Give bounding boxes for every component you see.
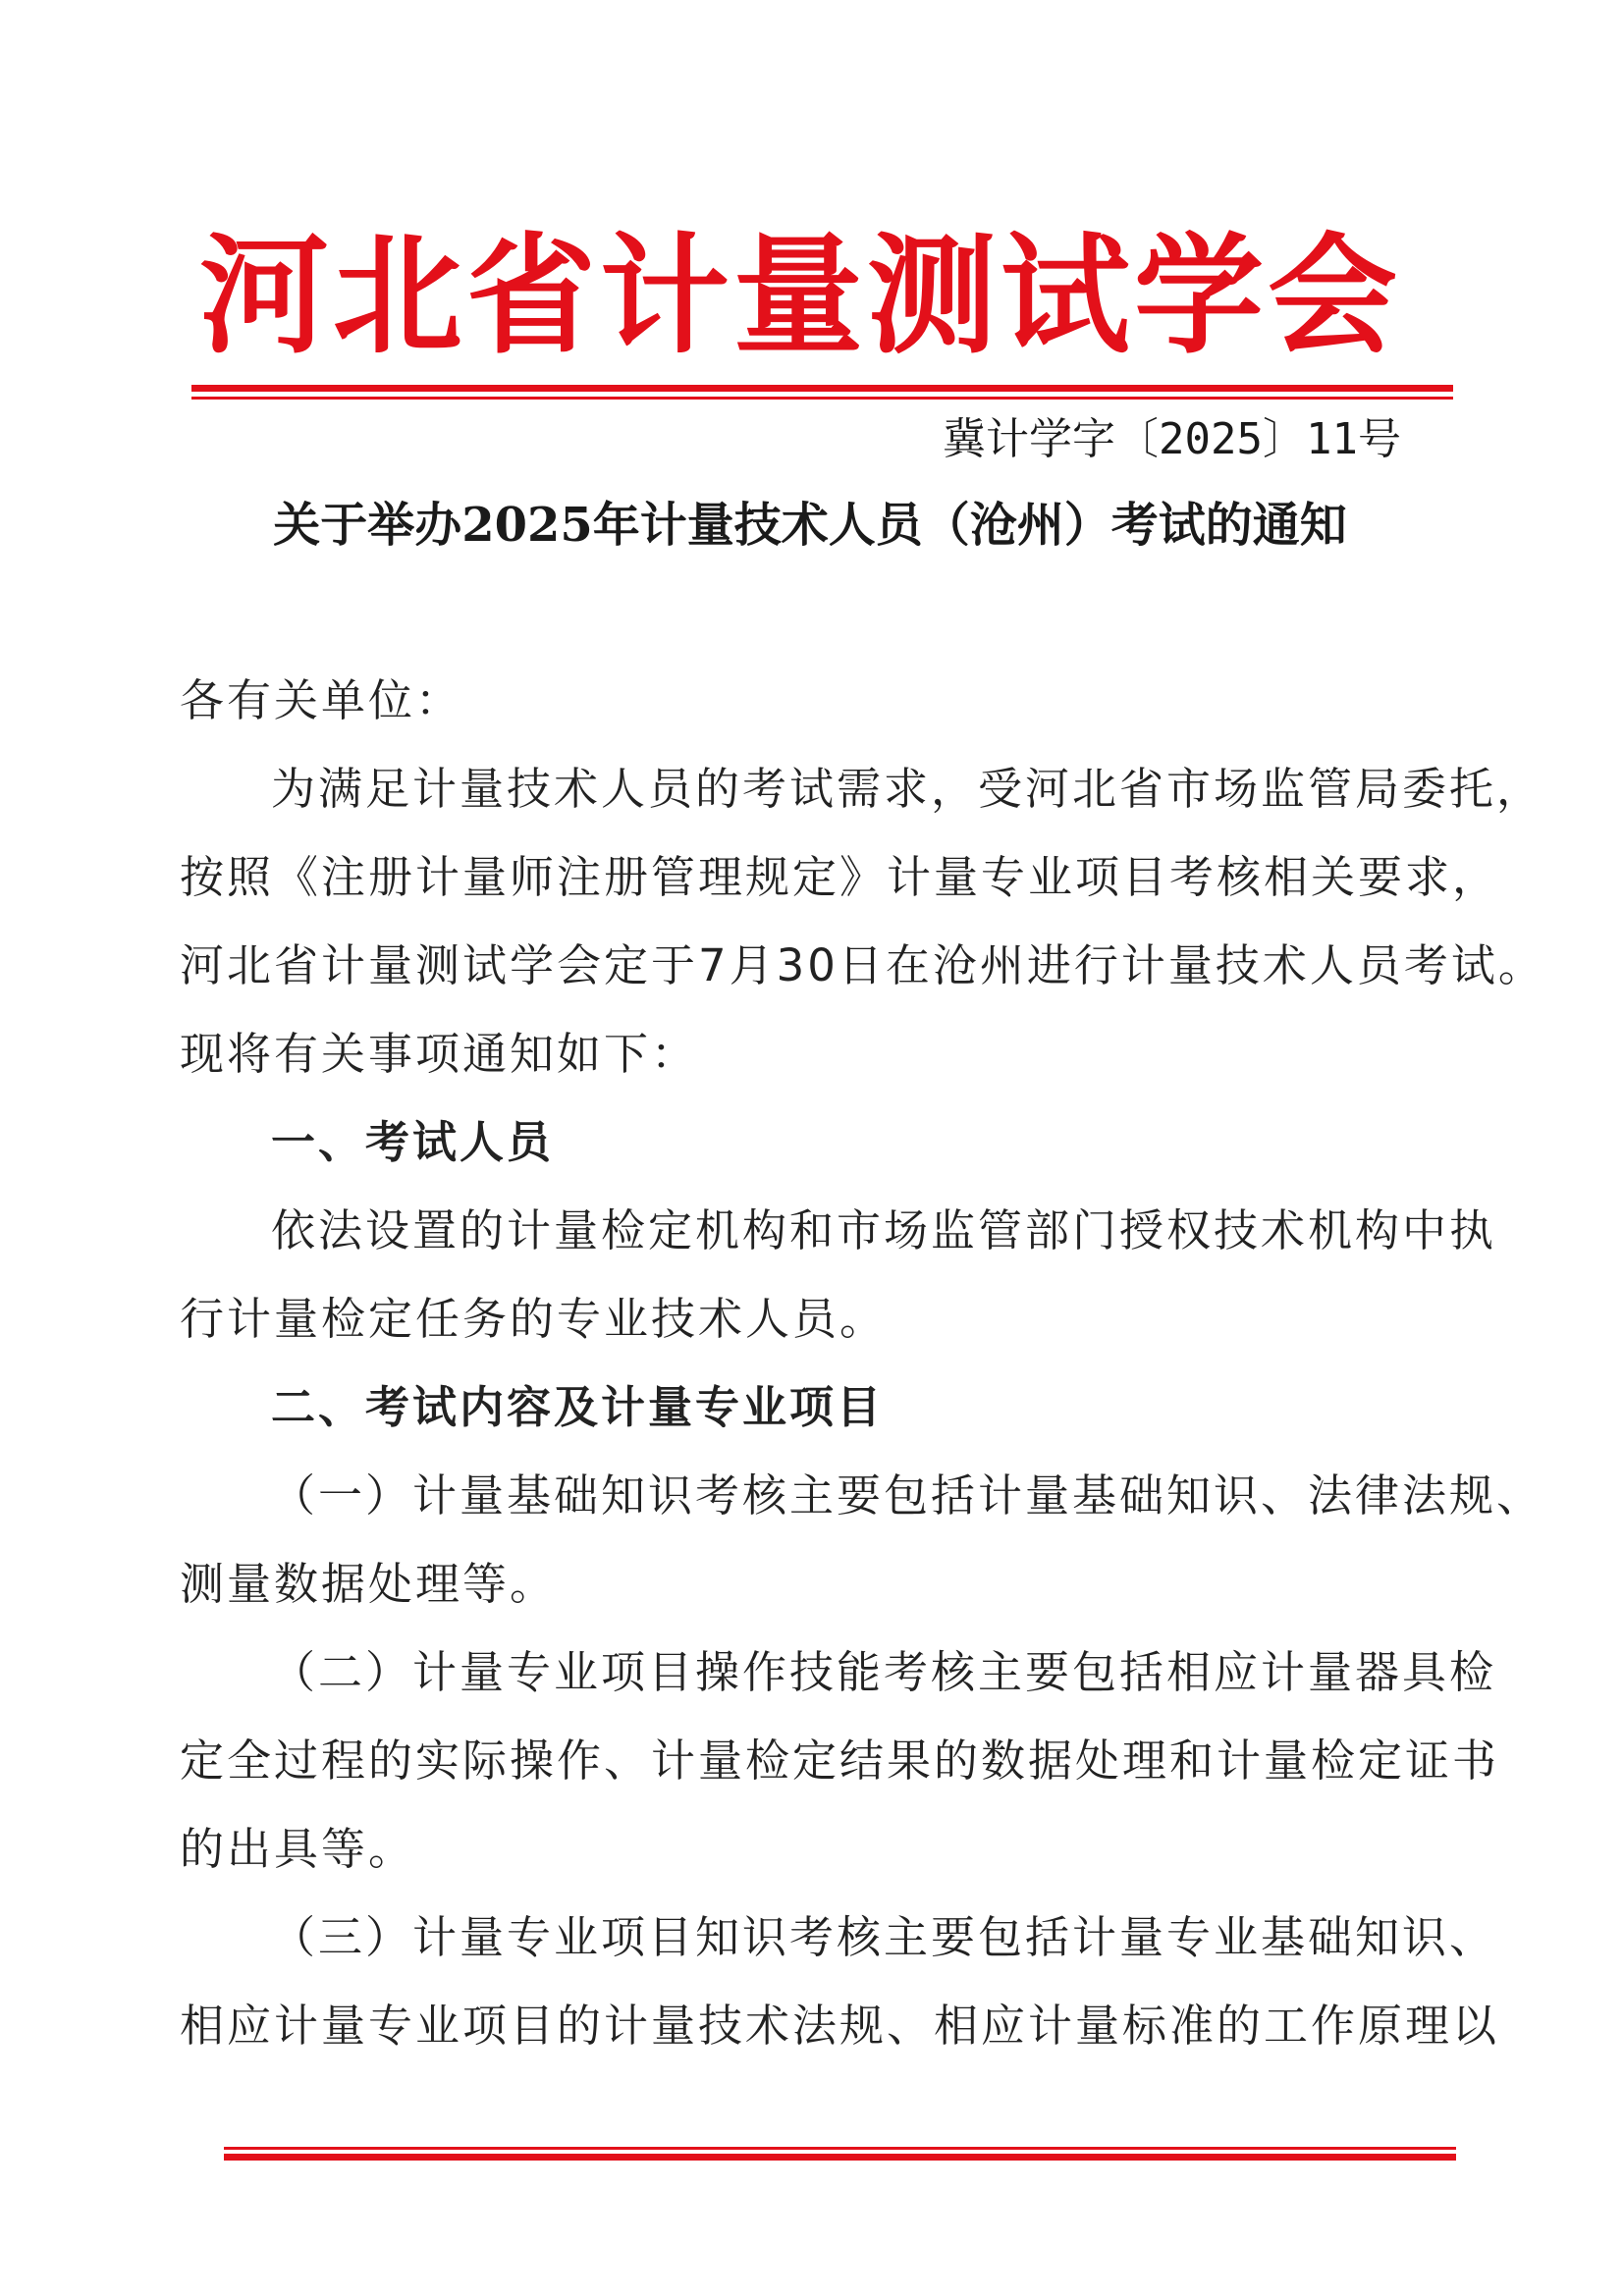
section-line: 测量数据处理等。 xyxy=(180,1558,558,1610)
letterhead-org-name: 河北省计量测试学会 xyxy=(199,221,1401,372)
document-number: 冀计学字〔2025〕11号 xyxy=(943,414,1401,464)
letterhead-divider-thick xyxy=(191,385,1453,392)
section-line: （一）计量基础知识考核主要包括计量基础知识、法律法规、 xyxy=(271,1469,1544,1522)
section-line: 相应计量专业项目的计量技术法规、相应计量标准的工作原理以 xyxy=(180,2000,1500,2052)
intro-line: 河北省计量测试学会定于7月30日在沧州进行计量技术人员考试。 xyxy=(180,939,1545,991)
letterhead-divider-thin xyxy=(191,397,1453,400)
section-line: 的出具等。 xyxy=(180,1823,416,1875)
section-line: 依法设置的计量检定机构和市场监管部门授权技术机构中执 xyxy=(271,1204,1497,1256)
section-line: 行计量检定任务的专业技术人员。 xyxy=(180,1293,888,1345)
section-line: （三）计量专业项目知识考核主要包括计量专业基础知识、 xyxy=(271,1911,1497,1963)
document-title: 关于举办2025年计量技术人员（沧州）考试的通知 xyxy=(273,498,1347,553)
footer-divider-thick xyxy=(224,2154,1456,2161)
section-heading: 二、考试内容及计量专业项目 xyxy=(271,1381,885,1433)
footer-divider-thin xyxy=(224,2147,1456,2150)
salutation: 各有关单位： xyxy=(180,674,463,726)
intro-line: 现将有关事项通知如下： xyxy=(180,1028,699,1080)
intro-line: 为满足计量技术人员的考试需求，受河北省市场监管局委托， xyxy=(271,763,1544,815)
section-line: （二）计量专业项目操作技能考核主要包括相应计量器具检 xyxy=(271,1646,1497,1698)
document-body xyxy=(180,657,1545,2070)
section-heading: 一、考试人员 xyxy=(271,1116,555,1168)
section-line: 定全过程的实际操作、计量检定结果的数据处理和计量检定证书 xyxy=(180,1735,1500,1787)
intro-line: 按照《注册计量师注册管理规定》计量专业项目考核相关要求， xyxy=(180,851,1500,903)
